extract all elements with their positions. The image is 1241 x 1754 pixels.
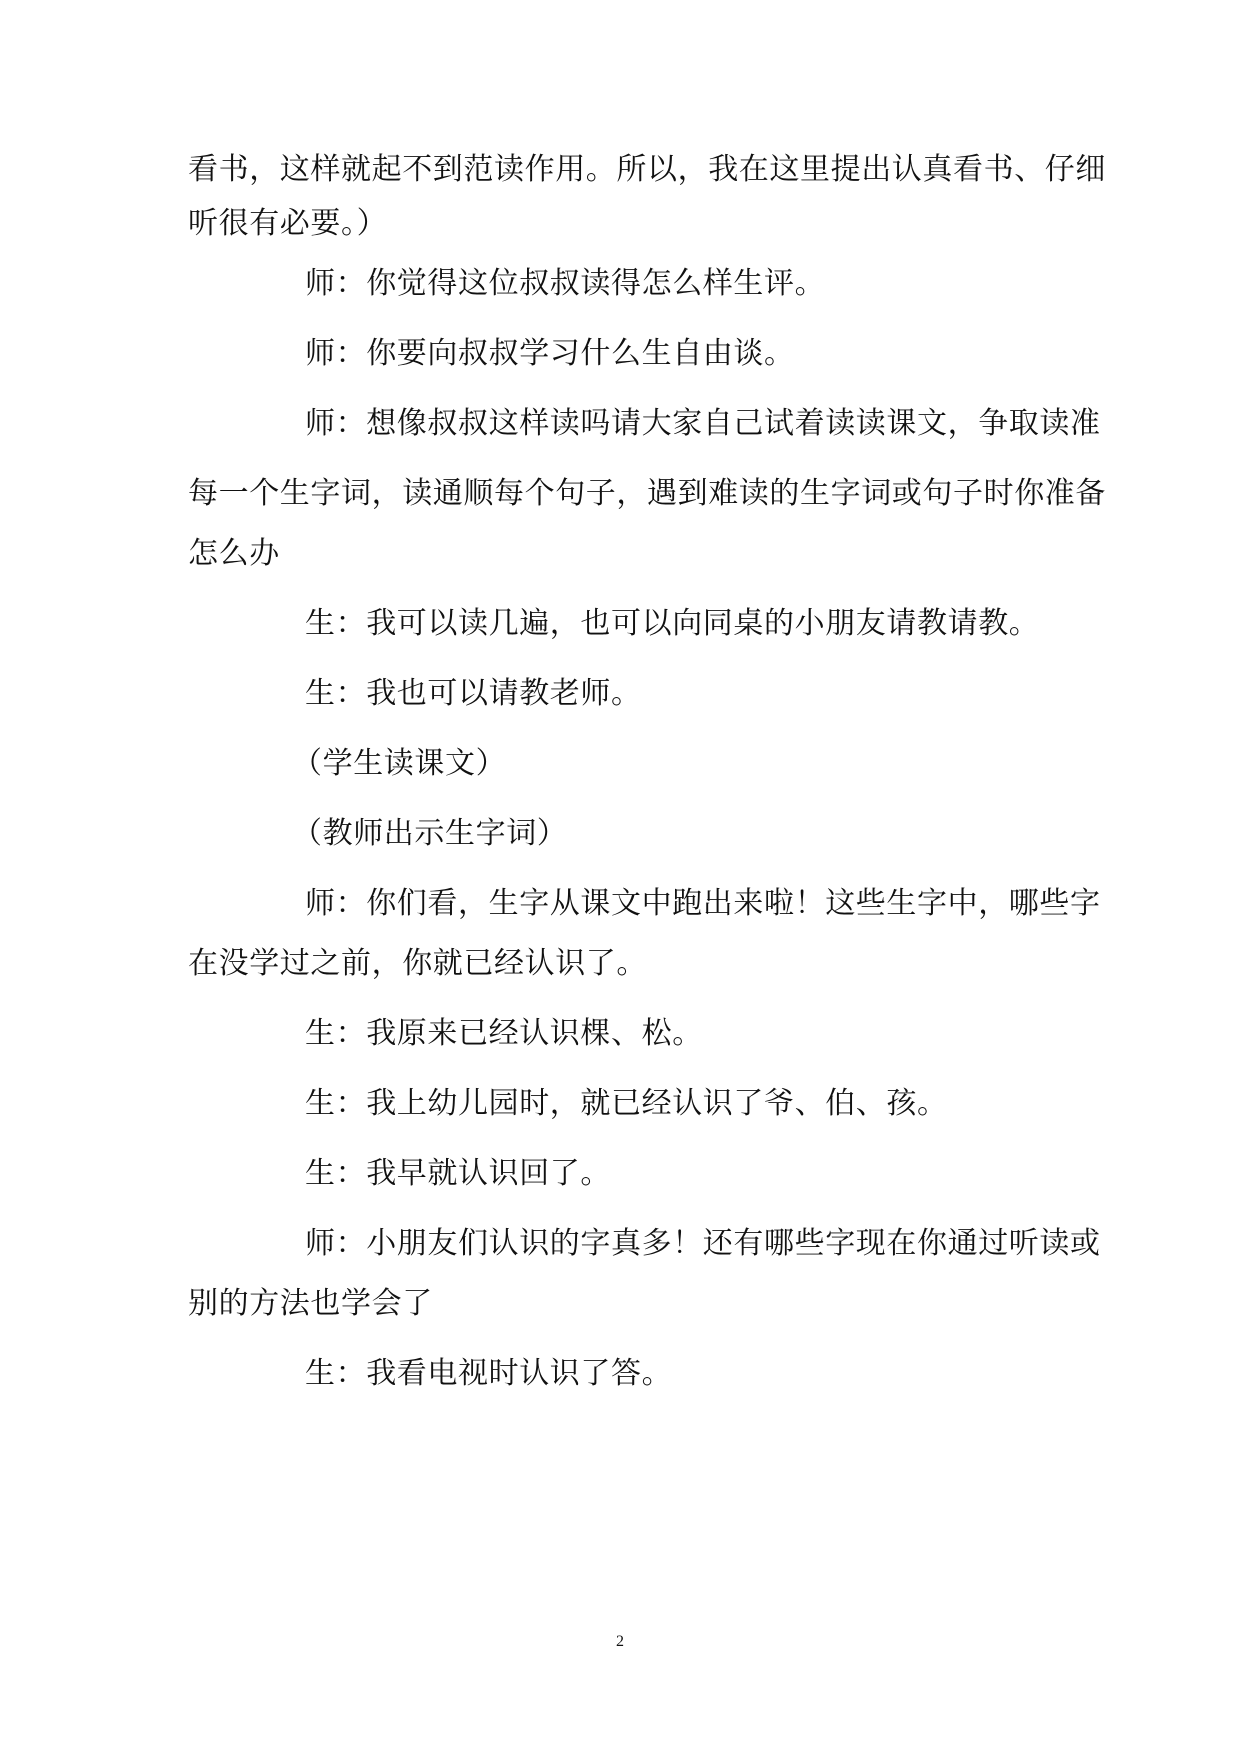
stage-note: （教师出示生字词）	[292, 816, 568, 851]
dialogue-line: 师：想像叔叔这样读吗请大家自己试着读读课文，争取读准	[305, 406, 1101, 441]
page-number: 2	[616, 1633, 624, 1650]
stage-note: （学生读课文）	[292, 746, 507, 781]
dialogue-line: 师：你要向叔叔学习什么生自由谈。	[305, 336, 795, 371]
paragraph-line: 看书，这样就起不到范读作用。所以，我在这里提出认真看书、仔细	[188, 152, 1106, 187]
paragraph-line: 别的方法也学会了	[188, 1286, 433, 1321]
dialogue-line: 生：我早就认识回了。	[305, 1156, 611, 1191]
dialogue-line: 师：你们看，生字从课文中跑出来啦！这些生字中，哪些字	[305, 886, 1101, 921]
dialogue-line: 师：小朋友们认识的字真多！还有哪些字现在你通过听读或	[305, 1226, 1101, 1261]
paragraph-line: 在没学过之前，你就已经认识了。	[188, 946, 647, 981]
dialogue-line: 生：我上幼儿园时，就已经认识了爷、伯、孩。	[305, 1086, 948, 1121]
dialogue-line: 生：我原来已经认识棵、松。	[305, 1016, 703, 1051]
dialogue-line: 生：我可以读几遍，也可以向同桌的小朋友请教请教。	[305, 606, 1040, 641]
dialogue-line: 生：我也可以请教老师。	[305, 676, 642, 711]
dialogue-line: 生：我看电视时认识了答。	[305, 1356, 673, 1391]
dialogue-line: 师：你觉得这位叔叔读得怎么样生评。	[305, 266, 826, 301]
paragraph-line: 每一个生字词，读通顺每个句子，遇到难读的生字词或句子时你准备	[188, 476, 1106, 511]
paragraph-line: 听很有必要。）	[188, 206, 388, 241]
paragraph-line: 怎么办	[188, 536, 280, 571]
